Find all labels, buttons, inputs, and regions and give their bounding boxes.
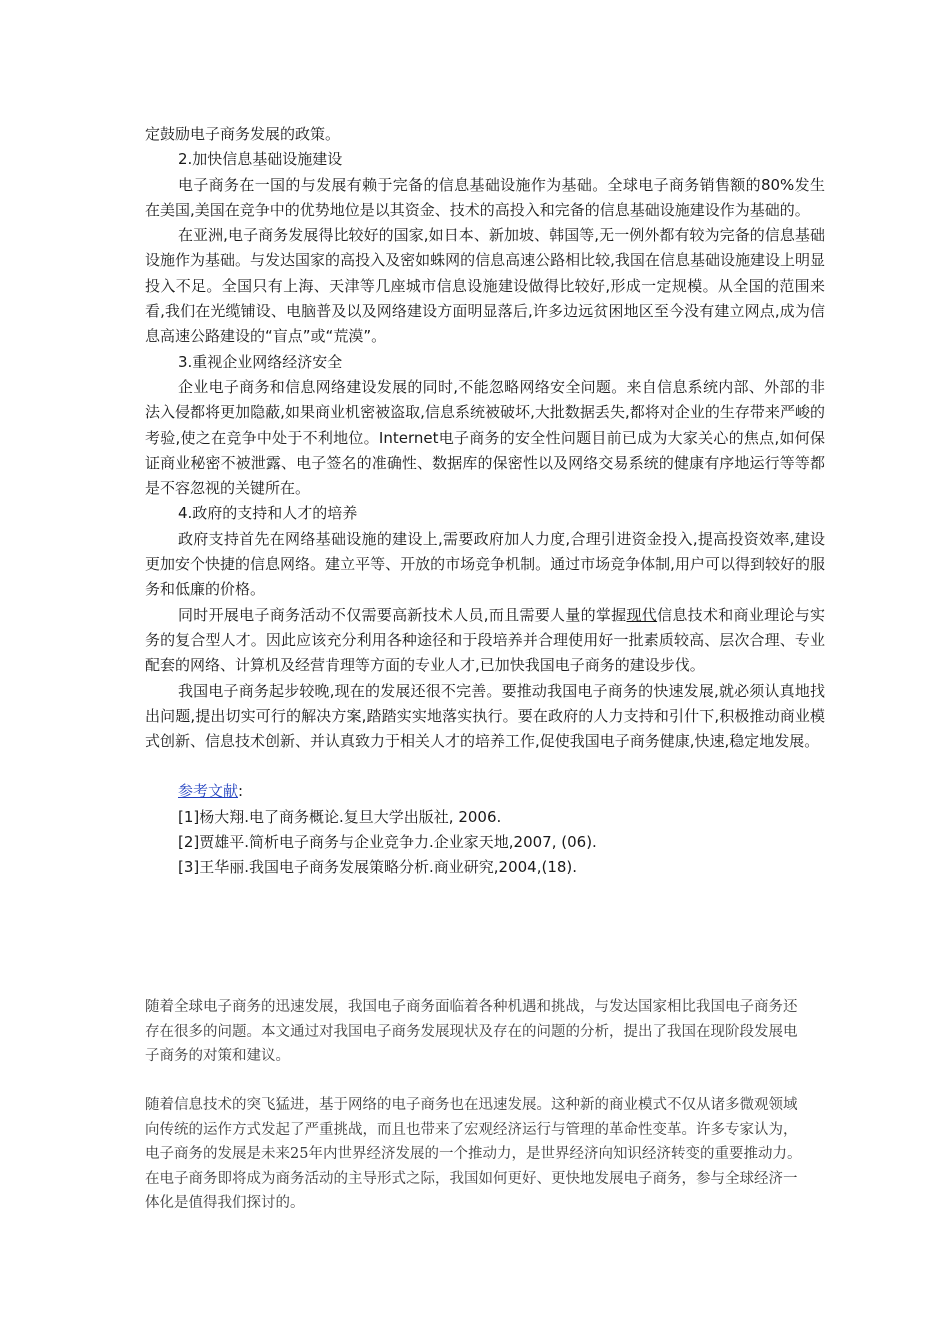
paragraph-policy-end: 定鼓励电子商务发展的政策。: [145, 125, 341, 143]
paragraph-talent-part-b: 信息技术和商业理论与实务的复合型人才。因此应该充分利用各种途径和于段培养并合理使用好一批素质较高、层次合理、专业配套的网络、计算机及经营肯理等方面的专业人才,已加快我国电子商务的建设步伐。: [145, 605, 825, 675]
references-title-suffix: :: [238, 782, 244, 801]
introduction-block: [145, 1093, 810, 1216]
modern-link[interactable]: 现代: [626, 605, 658, 624]
introduction-text: 随着信息技术的突飞猛进，基于网络的电子商务也在迅速发展。这种新的商业模式不仅从诸多微观领域向传统的运作方式发起了严重挑战，而且也带来了宏观经济运行与管理的革命性变革。许多专家认为，电子商务的发展是未来25年内世界经济发展的一个推动力，是世界经济向知识经济转变的重要推动力。在电子商务即将成为商务活动的主导形式之际，我国如何更好、更快地发展电子商务，参与全球经济一体化是值得我们探讨的。: [145, 1097, 802, 1211]
paragraph-government-support: 政府支持首先在网络基础设施的建设上,需要政府加人力度,合理引进资金投入,提高投资效率,建设更加安个快捷的信息网络。建立平等、开放的市场竞争机制。通过市场竞争体制,用户可以得到较好的服务和低廉的价格。: [145, 529, 825, 599]
section-heading-3: 3.重视企业网络经济安全: [178, 352, 343, 371]
paragraph-infrastructure-2: 在亚洲,电子商务发展得比较好的国家,如日本、新加坡、韩国等,无一例外都有较为完备的信息基础设施作为基础。与发达国家的高投入及密如蛛网的信息高速公路相比较,我国在信息基础设施建设上明显投入不足。全国只有上海、天津等几座城市信息设施建设做得比较好,形成一定规模。从全国的范围来看,我们在光缆铺设、电脑普及以及网络建设方面明显落后,许多边远贫困地区至今没有建立网点,成为信息高速公路建设的“盲点”或“荒漠”。: [145, 226, 825, 346]
reference-item: [2]贾雄平.简析电子商务与企业竞争力.企业家天地,2007, (06).: [178, 833, 597, 852]
paragraph-security: 企业电子商务和信息网络建设发展的同时,不能忽略网络安全问题。来自信息系统内部、外部的非法入侵都将更加隐蔽,如果商业机密被盗取,信息系统被破坏,大批数据丢失,都将对企业的生存带来严峻的考验,使之在竞争中处于不利地位。Internet电子商务的安全性问题目前已成为大家关心的焦点,如何保证商业秘密不被泄露、电子签名的准确性、数据库的保密性以及网络交易系统的健康有序地运行等等都是不容忽视的关键所在。: [145, 377, 825, 498]
reference-item: [3]王华丽.我国电子商务发展策略分析.商业研究,2004,(18).: [178, 858, 578, 877]
references-link[interactable]: 参考文献: [178, 782, 239, 801]
references-title: [145, 779, 825, 804]
paragraph-infrastructure-1: 电子商务在一国的与发展有赖于完备的信息基础设施作为基础。全球电子商务销售额的80%发生在美国,美国在竞争中的优势地位是以其资金、技术的高投入和完备的信息基础设施建设作为基础的。: [145, 175, 825, 219]
references-section: [145, 779, 825, 880]
reference-item: [1]杨大翔.电了商务概论.复旦大学出版社, 2006.: [178, 807, 502, 826]
paragraph-conclusion: 我国电子商务起步较晚,现在的发展还很不完善。要推动我国电子商务的快速发展,就必须认真地找出问题,提出切实可行的解决方案,踏踏实实地落实执行。要在政府的人力支持和引什下,积极推动商业模式创新、信息技术创新、并认真致力于相关人才的培养工作,促使我国电子商务健康,快速,稳定地发展。: [145, 681, 825, 751]
paragraph-talent: [145, 603, 825, 679]
section-heading-4: 4.政府的支持和人才的培养: [178, 504, 358, 523]
abstract-text: 随着全球电子商务的迅速发展，我国电子商务面临着各种机遇和挑战，与发达国家相比我国电子商务还存在很多的问题。本文通过对我国电子商务发展现状及存在的问题的分析，提出了我国在现阶段发展电子商务的对策和建议。: [145, 999, 798, 1064]
article-body: [145, 122, 825, 881]
abstract-block: [145, 995, 810, 1069]
section-heading-2: 2.加快信息基础设施建设: [178, 150, 343, 169]
paragraph-talent-part-a: 同时开展电子商务活动不仅需要高新技术人员,而且需要人量的掌握: [178, 605, 627, 624]
